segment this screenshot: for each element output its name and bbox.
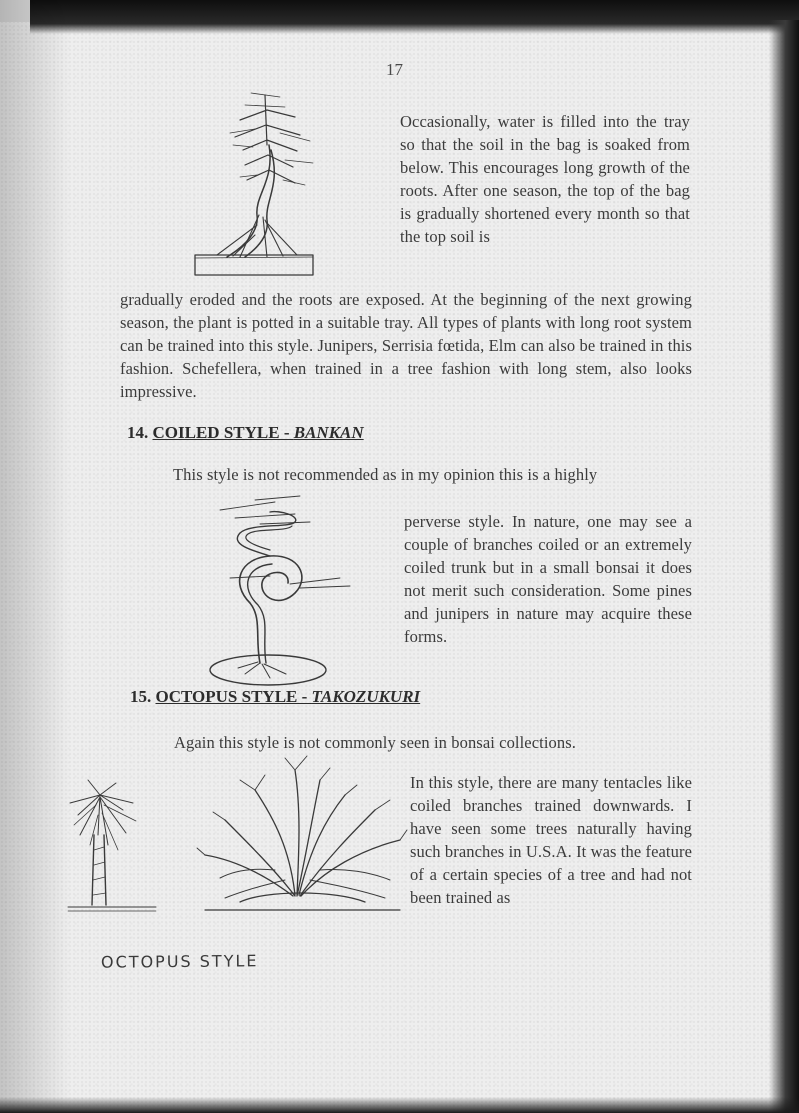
section-14-title: COILED STYLE - BANKAN xyxy=(152,423,364,442)
paragraph-4: perverse style. In nature, one may see a couple of branches coiled or an extremely coiled trunk but in a small bonsai it does not merit such consideration. Some pines and junipers in nature may acquire these forms. xyxy=(404,512,692,646)
section-15-japanese: TAKOZUKURI xyxy=(311,687,421,706)
section-15-heading xyxy=(130,687,420,707)
paragraph-3: This style is not recommended as in my opinion this is a highly xyxy=(173,465,598,484)
exposed-root-tree-sketch xyxy=(185,85,320,285)
book-bottom-edge xyxy=(0,1097,799,1113)
section-14-japanese: BANKAN xyxy=(293,423,364,442)
page-number: 17 xyxy=(386,60,403,79)
octopus-style-tree-sketch xyxy=(195,750,410,920)
section-15-title: OCTOPUS STYLE - TAKOZUKURI xyxy=(155,687,421,706)
spine-shadow xyxy=(0,0,70,1113)
paragraph-2: gradually eroded and the roots are exposed. At the beginning of the next growing season, the plant is potted in a suitable tray. All types of plants with long root system can be trained into this style. Junipers, Serrisia fœtida, Elm can also be trained in this fashion. Schefellera, when trained in a tree fashion with long stem, also looks impressive. xyxy=(120,290,692,401)
paragraph-1: Occasionally, water is filled into the tray so that the soil in the bag is soaked from below. This encourages long growth of the roots. After one season, the top of the bag is gradually shortened every month so that the top soil is xyxy=(400,112,690,246)
section-14-number: 14. xyxy=(127,423,149,442)
palm-tree-sketch xyxy=(68,775,158,935)
sketch-caption-handwritten: OCTOPUS STYLE xyxy=(100,951,259,972)
section-14-heading xyxy=(127,423,364,443)
paragraph-6: In this style, there are many tentacles like coiled branches trained downwards. I have seen some trees naturally having such branches in U.S.A. It was the feature of a certain species of a tree and had not been trained as xyxy=(410,773,692,907)
book-right-edge xyxy=(769,20,799,1113)
section-15-number: 15. xyxy=(130,687,152,706)
coiled-style-tree-sketch xyxy=(200,488,360,688)
book-top-edge xyxy=(30,0,799,34)
paragraph-5: Again this style is not commonly seen in bonsai collections. xyxy=(174,733,576,752)
